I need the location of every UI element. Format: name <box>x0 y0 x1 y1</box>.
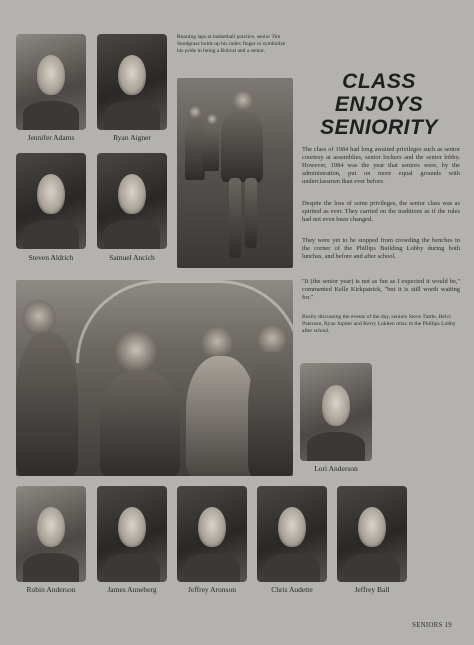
portrait-caption: Lori Anderson <box>314 464 358 473</box>
article-paragraph-2: Despite the loss of some privileges, the senior class was as spirited as ever. They carried on the traditions as if the rules had not even been changed. <box>302 200 460 224</box>
portrait-caption: Ryan Aigner <box>113 133 151 142</box>
running-laps-photo <box>177 78 293 268</box>
portrait-caption: Jennifer Adams <box>27 133 75 142</box>
headline-line-1: CLASS <box>342 70 416 93</box>
portrait-samuel-ancich <box>97 153 167 249</box>
portrait-caption: Jeffrey Aronson <box>188 585 236 594</box>
portrait-caption: Jeffrey Ball <box>354 585 390 594</box>
headline-line-2: ENJOYS <box>334 93 424 116</box>
portrait-caption: Samuel Ancich <box>109 253 155 262</box>
portrait-jennifer-adams <box>16 34 86 130</box>
lobby-group-photo <box>16 280 293 476</box>
portrait-james-anneberg <box>97 486 167 582</box>
article-paragraph-1: The class of 1984 had long awaited privileges such as senior courtesy at assemblies, senior lockers and the senior lobby. However, 1984 was the year that seniors were, by the administration, put on more equal grounds with underclassmen than ever before. <box>302 146 460 186</box>
portrait-steven-aldrich <box>16 153 86 249</box>
portrait-lori-anderson <box>300 363 372 461</box>
article-paragraph-4: "It (the senior year) is not as fun as I expected it would be," commented Kelle Kirkpatrick, "but it is still worth waiting for." <box>302 278 460 302</box>
portrait-robin-anderson <box>16 486 86 582</box>
portrait-chris-audette <box>257 486 327 582</box>
portrait-ryan-aigner <box>97 34 167 130</box>
portrait-caption: Steven Aldrich <box>28 253 74 262</box>
portrait-caption: James Anneberg <box>107 585 157 594</box>
portrait-caption: Robin Anderson <box>26 585 76 594</box>
article-paragraph-3: They were yet to be stopped from crowding the benches in the corner of the Phillips Building Lobby during both lunches, and before and after school. <box>302 237 460 261</box>
group-photo-caption: Busily discussing the events of the day, seniors Steve Tuttle, Helvi Paterson, Ryan Jupiter and Kerry Lokken relax in the Phillips Lobby after school. <box>302 314 456 334</box>
portrait-caption: Chris Audette <box>271 585 313 594</box>
running-photo-caption: Running laps at basketball practice, senior Tim Snodgrass holds up his index finger to symbolize his pride in being a Bobcat and a senior. <box>177 34 286 54</box>
portrait-jeffrey-ball <box>337 486 407 582</box>
headline-line-3: SENIORITY <box>320 116 438 139</box>
portrait-jeffrey-aronson <box>177 486 247 582</box>
page-folio: SENIORS 19 <box>412 622 452 629</box>
